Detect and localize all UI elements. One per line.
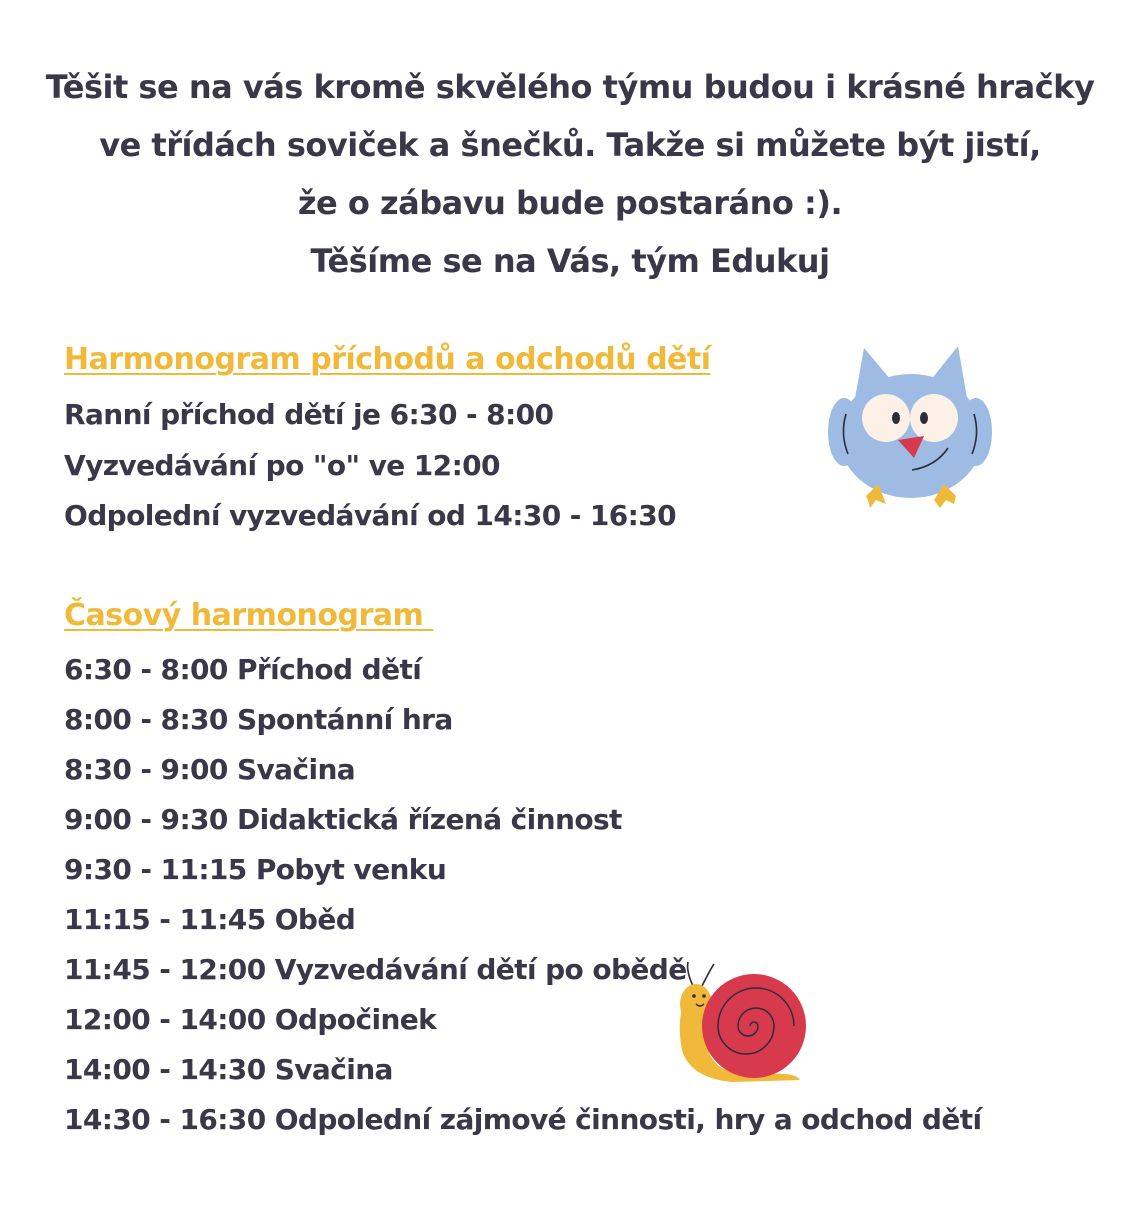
schedule-item: 9:30 - 11:15 Pobyt venku xyxy=(64,853,447,886)
schedule-heading: Časový harmonogram xyxy=(64,598,434,633)
intro-line: Těšit se na vás kromě skvělého týmu budou i krásné hračky xyxy=(45,68,1095,106)
schedule-item: 9:00 - 9:30 Didaktická řízená činnost xyxy=(64,803,622,836)
intro-paragraph xyxy=(0,58,1140,290)
arrivals-item: Odpolední vyzvedávání od 14:30 - 16:30 xyxy=(64,499,677,532)
arrivals-heading: Harmonogram příchodů a odchodů dětí xyxy=(64,342,711,377)
intro-line: že o zábavu bude postaráno :). xyxy=(297,184,843,222)
schedule-item: 12:00 - 14:00 Odpočinek xyxy=(64,1003,437,1036)
intro-line: ve třídách soviček a šnečků. Takže si můžete být jistí, xyxy=(99,126,1041,164)
schedule-item: 6:30 - 8:00 Příchod dětí xyxy=(64,653,422,686)
schedule-item: 11:15 - 11:45 Oběd xyxy=(64,903,356,936)
schedule-item: 14:00 - 14:30 Svačina xyxy=(64,1053,393,1086)
schedule-item: 8:30 - 9:00 Svačina xyxy=(64,753,356,786)
schedule-item: 11:45 - 12:00 Vyzvedávání dětí po obědě xyxy=(64,953,687,986)
intro-line: Těšíme se na Vás, tým Edukuj xyxy=(310,242,830,280)
schedule-item: 14:30 - 16:30 Odpolední zájmové činnosti, hry a odchod dětí xyxy=(64,1103,982,1136)
arrivals-item: Vyzvedávání po "o" ve 12:00 xyxy=(64,449,500,482)
snail-illustration xyxy=(672,958,812,1088)
arrivals-item: Ranní příchod dětí je 6:30 - 8:00 xyxy=(64,398,554,431)
owl-illustration xyxy=(826,344,998,514)
schedule-item: 8:00 - 8:30 Spontánní hra xyxy=(64,703,453,736)
